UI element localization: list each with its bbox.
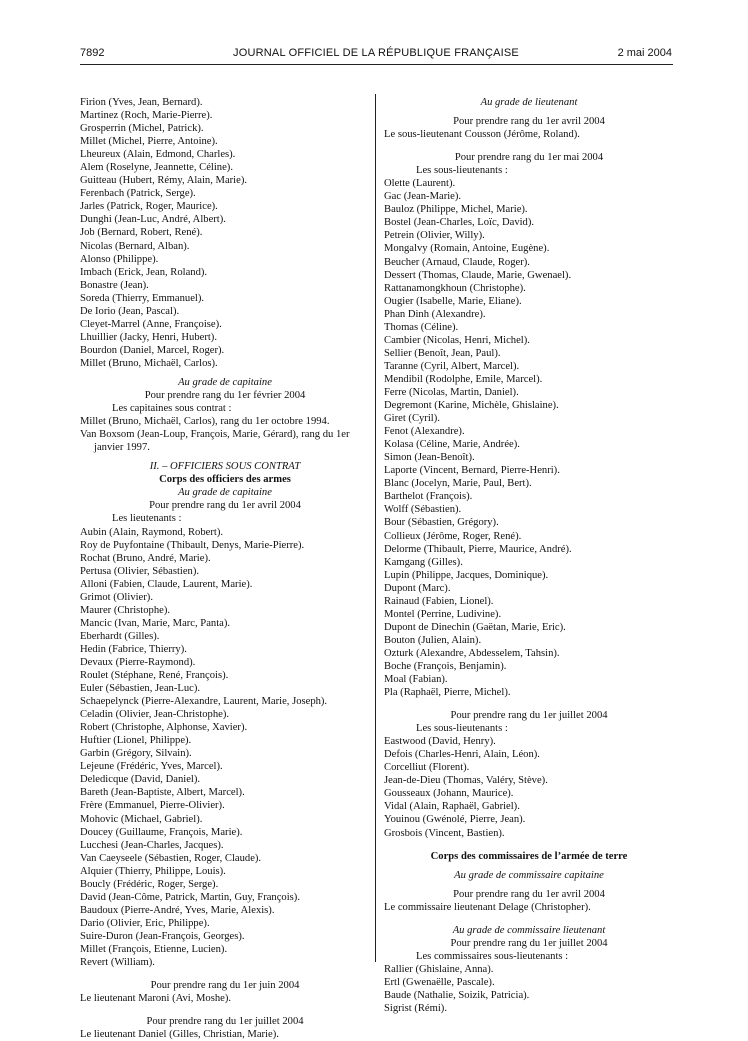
sous-lieutenants-list <box>384 177 674 699</box>
grade-heading: Au grade de capitaine <box>178 376 272 388</box>
rank-date: Pour prendre rang du 1er avril 2004 <box>453 116 605 128</box>
name-entry: Millet (Bruno, Michaël, Carlos), rang du 1er octobre 1994. <box>80 416 330 428</box>
name-entry: Boucly (Frédéric, Roger, Serge). <box>80 878 219 890</box>
name-entry: Deledicque (David, Daniel). <box>80 774 201 786</box>
name-entry: Wolff (Sébastien). <box>384 504 462 516</box>
name-entry: Bouton (Julien, Alain). <box>384 634 482 646</box>
grade-heading: Au grade de commissaire lieutenant <box>452 924 606 936</box>
left-column <box>80 96 370 1041</box>
name-entry: Alquier (Thierry, Philippe, Louis). <box>80 865 226 877</box>
name-entry: Degremont (Karine, Michèle, Ghislaine). <box>384 400 559 412</box>
name-entry: Le sous-lieutenant Cousson (Jérôme, Roland). <box>384 129 580 141</box>
name-entry: Le commissaire lieutenant Delage (Christopher). <box>384 901 591 913</box>
name-entry: Jarles (Patrick, Roger, Maurice). <box>80 201 218 213</box>
name-entry: Celadin (Olivier, Jean-Christophe). <box>80 709 230 721</box>
name-entry: Huftier (Lionel, Philippe). <box>80 735 192 747</box>
name-entry: Lupin (Philippe, Jacques, Dominique). <box>384 569 549 581</box>
name-entry: Grimot (Olivier). <box>80 591 153 603</box>
name-entry: Taranne (Cyril, Albert, Marcel). <box>384 360 520 372</box>
name-entry: Montel (Perrine, Ludivine). <box>384 608 502 620</box>
name-entry: Millet (François, Etienne, Lucien). <box>80 944 228 955</box>
name-entry: Rattanamongkhoun (Christophe). <box>384 282 526 294</box>
issue-date: 2 mai 2004 <box>617 47 672 59</box>
name-list-1 <box>80 96 370 370</box>
right-column <box>384 96 674 1015</box>
name-entry: Bareth (Jean-Baptiste, Albert, Marcel). <box>80 787 245 799</box>
rank-date: Pour prendre rang du 1er mai 2004 <box>454 152 604 164</box>
name-entry: Rallier (Ghislaine, Anna). <box>384 963 494 975</box>
name-entry: Youinou (Gwénolé, Pierre, Jean). <box>384 814 526 826</box>
name-entry: Le lieutenant Maroni (Avi, Moshe). <box>80 993 232 1005</box>
capitaines-list <box>80 415 370 454</box>
name-entry: Moal (Fabian). <box>384 674 448 686</box>
name-entry: Devaux (Pierre-Raymond). <box>80 656 196 668</box>
name-entry: Doucey (Guillaume, François, Marie). <box>80 826 243 838</box>
list-label: Les capitaines sous contrat : <box>112 403 232 415</box>
name-entry: Imbach (Erick, Jean, Roland). <box>80 266 208 278</box>
rank-date: Pour prendre rang du 1er avril 2004 <box>149 500 301 512</box>
name-entry: Roulet (Stéphane, René, François). <box>80 670 229 682</box>
name-entry: Olette (Laurent). <box>384 178 456 190</box>
name-entry: David (Jean-Côme, Patrick, Martin, Guy, François). <box>80 891 300 903</box>
page-header <box>80 47 672 61</box>
name-entry: Cleyet-Marrel (Anne, Françoise). <box>80 318 222 330</box>
journal-title: JOURNAL OFFICIEL DE LA RÉPUBLIQUE FRANÇAISE <box>233 47 519 59</box>
name-entry: Van Boxsom (Jean-Loup, François, Marie, Gérard), rang du 1er janvier 1997. <box>80 429 350 454</box>
name-entry: Dario (Olivier, Eric, Philippe). <box>80 917 210 929</box>
name-entry: Fenot (Alexandre). <box>384 426 465 438</box>
commissaires-list <box>384 963 674 1015</box>
name-entry: Collieux (Jérôme, Roger, René). <box>384 530 522 542</box>
name-entry: Sellier (Benoît, Jean, Paul). <box>384 347 501 359</box>
name-entry: Boche (François, Benjamin). <box>384 660 507 672</box>
name-entry: Mongalvy (Romain, Antoine, Eugène). <box>384 243 550 255</box>
name-entry: Roy de Puyfontaine (Thibault, Denys, Marie-Pierre). <box>80 539 305 551</box>
section-title: II. – OFFICIERS SOUS CONTRAT <box>149 461 301 473</box>
list-label: Les sous-lieutenants : <box>416 723 508 735</box>
name-entry: Jean-de-Dieu (Thomas, Valéry, Stève). <box>384 775 548 787</box>
name-entry: Dupont (Marc). <box>384 582 451 594</box>
grade-heading: Au grade de lieutenant <box>480 97 578 108</box>
name-entry: Delorme (Thibault, Pierre, Maurice, André). <box>384 543 572 555</box>
name-entry: Gac (Jean-Marie). <box>384 191 462 203</box>
name-entry: Giret (Cyril). <box>384 413 440 425</box>
name-entry: Frère (Emmanuel, Pierre-Olivier). <box>80 800 225 812</box>
list-label: Les commissaires sous-lieutenants : <box>416 950 569 962</box>
name-entry: Simon (Jean-Benoît). <box>384 452 475 464</box>
name-entry: Dessert (Thomas, Claude, Marie, Gwenael). <box>384 269 572 281</box>
name-entry: Van Caeyseele (Sébastien, Roger, Claude). <box>80 852 262 864</box>
name-entry: Guitteau (Hubert, Rémy, Alain, Marie). <box>80 175 248 187</box>
name-entry: Alem (Roselyne, Jeannette, Céline). <box>80 162 233 174</box>
name-entry: Bourdon (Daniel, Marcel, Roger). <box>80 344 225 356</box>
name-entry: Garbin (Grégory, Silvain). <box>80 748 192 760</box>
name-entry: Barthelot (François). <box>384 491 473 503</box>
name-entry: Bonastre (Jean). <box>80 279 149 291</box>
name-entry: Robert (Christophe, Alphonse, Xavier). <box>80 722 248 734</box>
name-entry: De Iorio (Jean, Pascal). <box>80 305 180 317</box>
name-entry: Suire-Duron (Jean-François, Georges). <box>80 930 245 942</box>
name-entry: Kolasa (Céline, Marie, Andrée). <box>384 439 520 451</box>
name-entry: Rainaud (Fabien, Lionel). <box>384 595 494 607</box>
name-entry: Alonso (Philippe). <box>80 253 159 265</box>
name-entry: Pertusa (Olivier, Sébastien). <box>80 565 200 577</box>
name-entry: Nicolas (Bernard, Alban). <box>80 240 190 252</box>
name-entry: Eberhardt (Gilles). <box>80 630 160 642</box>
rank-date: Pour prendre rang du 1er juillet 2004 <box>146 1016 304 1028</box>
rank-date: Pour prendre rang du 1er juin 2004 <box>150 980 300 992</box>
name-entry: Le lieutenant Daniel (Gilles, Christian, Marie). <box>80 1029 279 1041</box>
name-entry: Alloni (Fabien, Claude, Laurent, Marie). <box>80 578 253 590</box>
rank-date: Pour prendre rang du 1er avril 2004 <box>453 888 605 900</box>
name-entry: Hedin (Fabrice, Thierry). <box>80 643 187 655</box>
name-entry: Bour (Sébastien, Grégory). <box>384 517 499 529</box>
list-label: Les lieutenants : <box>112 513 182 525</box>
name-entry: Mancic (Ivan, Marie, Marc, Panta). <box>80 617 231 629</box>
name-entry: Gousseaux (Johann, Maurice). <box>384 788 514 800</box>
name-entry: Lheureux (Alain, Edmond, Charles). <box>80 149 236 161</box>
name-entry: Baudoux (Pierre-André, Yves, Marie, Alexis). <box>80 904 275 916</box>
name-entry: Laporte (Vincent, Bernard, Pierre-Henri). <box>384 465 560 477</box>
name-entry: Maurer (Christophe). <box>80 604 171 616</box>
name-entry: Firion (Yves, Jean, Bernard). <box>80 97 203 108</box>
rank-date: Pour prendre rang du 1er février 2004 <box>144 390 306 402</box>
name-entry: Bauloz (Philippe, Michel, Marie). <box>384 204 528 216</box>
name-entry: Pla (Raphaël, Pierre, Michel). <box>384 687 511 699</box>
name-entry: Sigrist (Rémi). <box>384 1003 447 1015</box>
header-rule <box>80 64 673 65</box>
name-entry: Millet (Bruno, Michaël, Carlos). <box>80 357 218 369</box>
name-entry: Job (Bernard, Robert, René). <box>80 227 203 239</box>
name-entry: Rochat (Bruno, André, Marie). <box>80 552 211 564</box>
name-entry: Defois (Charles-Henri, Alain, Léon). <box>384 749 540 761</box>
name-entry: Mendibil (Rodolphe, Emile, Marcel). <box>384 373 543 385</box>
name-entry: Beucher (Arnaud, Claude, Roger). <box>384 256 530 268</box>
name-entry: Grosbois (Vincent, Bastien). <box>384 827 505 839</box>
name-entry: Corcelliut (Florent). <box>384 762 470 774</box>
name-entry: Schaepelynck (Pierre-Alexandre, Laurent, Marie, Joseph). <box>80 696 328 708</box>
name-entry: Dupont de Dinechin (Gaëtan, Marie, Eric). <box>384 621 566 633</box>
name-entry: Soreda (Thierry, Emmanuel). <box>80 292 205 304</box>
name-entry: Mohovic (Michael, Gabriel). <box>80 813 203 825</box>
name-entry: Euler (Sébastien, Jean-Luc). <box>80 683 201 695</box>
name-entry: Ozturk (Alexandre, Abdesselem, Tahsin). <box>384 647 560 659</box>
name-entry: Aubin (Alain, Raymond, Robert). <box>80 526 223 538</box>
name-entry: Baude (Nathalie, Soizik, Patricia). <box>384 990 530 1001</box>
name-entry: Ferre (Nicolas, Martin, Daniel). <box>384 386 519 398</box>
name-entry: Thomas (Céline). <box>384 321 459 333</box>
page-number: 7892 <box>80 47 105 59</box>
rank-date: Pour prendre rang du 1er juillet 2004 <box>450 710 608 722</box>
column-divider <box>375 94 376 962</box>
name-entry: Phan Dinh (Alexandre). <box>384 308 486 320</box>
rank-date: Pour prendre rang du 1er juillet 2004 <box>450 937 608 949</box>
sous-lieutenants-list-2 <box>384 735 674 839</box>
name-entry: Lucchesi (Jean-Charles, Jacques). <box>80 839 224 851</box>
list-label: Les sous-lieutenants : <box>416 165 508 177</box>
corps-heading: Corps des officiers des armes <box>159 474 291 486</box>
name-entry: Blanc (Jocelyn, Marie, Paul, Bert). <box>384 478 532 490</box>
name-entry: Kamgang (Gilles). <box>384 556 463 568</box>
name-entry: Lejeune (Frédéric, Yves, Marcel). <box>80 761 223 773</box>
name-entry: Cambier (Nicolas, Henri, Michel). <box>384 334 530 346</box>
name-entry: Lhuillier (Jacky, Henri, Hubert). <box>80 331 217 343</box>
name-entry: Ferenbach (Patrick, Serge). <box>80 188 196 200</box>
grade-heading: Au grade de capitaine <box>178 487 272 499</box>
name-entry: Eastwood (David, Henry). <box>384 736 496 748</box>
name-entry: Dunghi (Jean-Luc, André, Albert). <box>80 214 226 226</box>
name-entry: Petrein (Olivier, Willy). <box>384 230 485 242</box>
lieutenants-list <box>80 526 370 970</box>
name-entry: Ougier (Isabelle, Marie, Eliane). <box>384 295 522 307</box>
name-entry: Martinez (Roch, Marie-Pierre). <box>80 110 213 122</box>
name-entry: Bostel (Jean-Charles, Loïc, David). <box>384 217 535 229</box>
name-entry: Vidal (Alain, Raphaël, Gabriel). <box>384 801 520 813</box>
name-entry: Ertl (Gwenaëlle, Pascale). <box>384 976 495 988</box>
name-entry: Grosperrin (Michel, Patrick). <box>80 123 204 135</box>
corps-heading: Corps des commissaires de l’armée de terre <box>430 850 628 862</box>
name-entry: Revert (William). <box>80 957 155 969</box>
grade-heading: Au grade de commissaire capitaine <box>454 869 604 881</box>
name-entry: Millet (Michel, Pierre, Antoine). <box>80 136 218 148</box>
